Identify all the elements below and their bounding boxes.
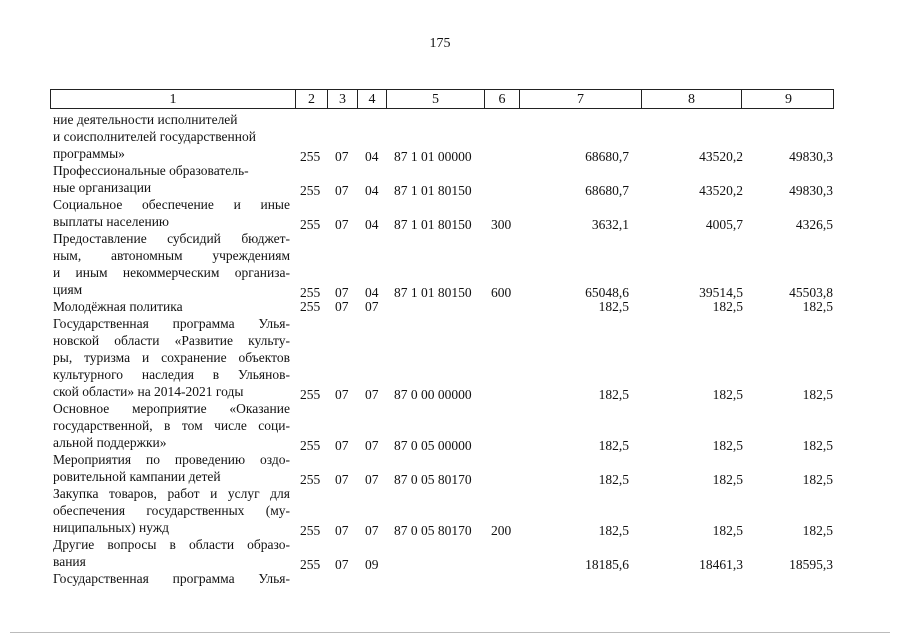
row-description-line: Другие вопросы в области образо- — [53, 537, 290, 552]
table-row — [0, 111, 905, 162]
cell-col-3: 07 — [335, 183, 349, 198]
cell-col-3: 07 — [335, 387, 349, 402]
cell-col-5: 87 1 01 80150 — [394, 183, 472, 198]
row-description-line: Основное мероприятие «Оказание — [53, 401, 290, 416]
page-number: 175 — [429, 36, 451, 51]
cell-col-9: 49830,3 — [789, 149, 833, 164]
header-cell-3: 3 — [327, 90, 357, 108]
cell-col-8: 182,5 — [712, 438, 743, 453]
table-row — [0, 570, 905, 587]
cell-col-9: 18595,3 — [789, 557, 833, 572]
table-header — [50, 89, 834, 109]
row-description-line: ровительной кампании детей — [53, 469, 221, 484]
cell-col-9: 182,5 — [802, 472, 833, 487]
row-description-line: ской области» на 2014-2021 годы — [53, 384, 244, 399]
cell-col-7: 182,5 — [598, 387, 629, 402]
cell-col-7: 18185,6 — [585, 557, 629, 572]
cell-col-6: 600 — [491, 285, 512, 300]
table-row — [0, 230, 905, 298]
cell-col-5: 87 1 01 80150 — [394, 217, 472, 232]
header-cell-2: 2 — [295, 90, 327, 108]
row-description-line: программы» — [53, 146, 125, 161]
cell-col-3: 07 — [335, 299, 349, 314]
cell-col-2: 255 — [300, 285, 321, 300]
row-description-line: ры, туризма и сохранение объектов — [53, 350, 290, 365]
cell-col-7: 3632,1 — [591, 217, 629, 232]
cell-col-4: 04 — [365, 149, 379, 164]
cell-col-9: 182,5 — [802, 523, 833, 538]
header-cell-7: 7 — [519, 90, 641, 108]
cell-col-8: 43520,2 — [699, 149, 743, 164]
cell-col-7: 182,5 — [598, 523, 629, 538]
cell-col-3: 07 — [335, 472, 349, 487]
cell-col-8: 182,5 — [712, 387, 743, 402]
header-cell-5: 5 — [386, 90, 484, 108]
cell-col-8: 182,5 — [712, 299, 743, 314]
row-description-line: ным, автономным учреждениям — [53, 248, 290, 263]
cell-col-9: 45503,8 — [789, 285, 833, 300]
table-row — [0, 485, 905, 536]
row-description-line: ниципальных) нужд — [53, 520, 170, 535]
row-description-line: новской области «Развитие культу- — [53, 333, 290, 348]
cell-col-9: 182,5 — [802, 438, 833, 453]
cell-col-9: 4326,5 — [795, 217, 833, 232]
cell-col-8: 4005,7 — [705, 217, 743, 232]
cell-col-4: 07 — [365, 387, 379, 402]
header-cell-8: 8 — [641, 90, 741, 108]
table-row — [0, 536, 905, 570]
header-cell-6: 6 — [484, 90, 519, 108]
cell-col-5: 87 0 05 80170 — [394, 523, 472, 538]
cell-col-3: 07 — [335, 285, 349, 300]
cell-col-2: 255 — [300, 183, 321, 198]
table-row — [0, 298, 905, 315]
cell-col-5: 87 1 01 80150 — [394, 285, 472, 300]
table-row — [0, 196, 905, 230]
cell-col-7: 68680,7 — [585, 183, 629, 198]
cell-col-4: 04 — [365, 217, 379, 232]
cell-col-8: 182,5 — [712, 472, 743, 487]
row-description-line: Социальное обеспечение и иные — [53, 197, 290, 212]
row-description-line: вания — [53, 554, 86, 569]
cell-col-2: 255 — [300, 438, 321, 453]
row-description-line: государственной, в том числе соци- — [53, 418, 290, 433]
cell-col-9: 182,5 — [802, 299, 833, 314]
row-description-line: циям — [53, 282, 83, 297]
cell-col-3: 07 — [335, 149, 349, 164]
cell-col-4: 04 — [365, 285, 379, 300]
cell-col-8: 18461,3 — [699, 557, 743, 572]
cell-col-8: 39514,5 — [699, 285, 743, 300]
cell-col-4: 07 — [365, 438, 379, 453]
table-row — [0, 400, 905, 451]
row-description-line: Государственная программа Улья- — [53, 571, 290, 586]
row-description-line: выплаты населению — [53, 214, 170, 229]
row-description-line: Предоставление субсидий бюджет- — [53, 231, 290, 246]
table-row — [0, 162, 905, 196]
cell-col-3: 07 — [335, 438, 349, 453]
cell-col-7: 182,5 — [598, 299, 629, 314]
cell-col-4: 07 — [365, 472, 379, 487]
cell-col-2: 255 — [300, 387, 321, 402]
cell-col-4: 04 — [365, 183, 379, 198]
row-description-line: ные организации — [53, 180, 152, 195]
cell-col-5: 87 0 05 80170 — [394, 472, 472, 487]
row-description-line: и соисполнителей государственной — [53, 129, 256, 144]
cell-col-5: 87 0 05 00000 — [394, 438, 472, 453]
cell-col-7: 65048,6 — [585, 285, 629, 300]
cell-col-6: 200 — [491, 523, 512, 538]
row-description-line: альной поддержки» — [53, 435, 167, 450]
cell-col-5: 87 1 01 00000 — [394, 149, 472, 164]
cell-col-7: 182,5 — [598, 472, 629, 487]
cell-col-2: 255 — [300, 523, 321, 538]
cell-col-9: 49830,3 — [789, 183, 833, 198]
row-description-line: Закупка товаров, работ и услуг для — [53, 486, 290, 501]
cell-col-7: 68680,7 — [585, 149, 629, 164]
cell-col-2: 255 — [300, 217, 321, 232]
table-row — [0, 451, 905, 485]
cell-col-4: 09 — [365, 557, 379, 572]
cell-col-9: 182,5 — [802, 387, 833, 402]
cell-col-2: 255 — [300, 557, 321, 572]
row-description-line: обеспечения государственных (му- — [53, 503, 290, 518]
scan-noise — [10, 632, 890, 633]
cell-col-2: 255 — [300, 299, 321, 314]
header-cell-1: 1 — [169, 92, 177, 107]
cell-col-7: 182,5 — [598, 438, 629, 453]
cell-col-3: 07 — [335, 523, 349, 538]
cell-col-5: 87 0 00 00000 — [394, 387, 472, 402]
header-cell-4: 4 — [357, 90, 386, 108]
table-row — [0, 315, 905, 400]
cell-col-2: 255 — [300, 149, 321, 164]
cell-col-3: 07 — [335, 217, 349, 232]
row-description-line: ние деятельности исполнителей — [53, 112, 238, 127]
row-description-line: Молодёжная политика — [53, 299, 183, 314]
cell-col-8: 182,5 — [712, 523, 743, 538]
cell-col-3: 07 — [335, 557, 349, 572]
row-description-line: Мероприятия по проведению оздо- — [53, 452, 290, 467]
header-cell-9: 9 — [741, 90, 835, 108]
cell-col-8: 43520,2 — [699, 183, 743, 198]
cell-col-6: 300 — [491, 217, 512, 232]
row-description-line: и иным некоммерческим организа- — [53, 265, 290, 280]
row-description-line: Профессиональные образователь- — [53, 163, 249, 178]
cell-col-4: 07 — [365, 523, 379, 538]
cell-col-4: 07 — [365, 299, 379, 314]
row-description-line: культурного наследия в Ульянов- — [53, 367, 290, 382]
cell-col-2: 255 — [300, 472, 321, 487]
row-description-line: Государственная программа Улья- — [53, 316, 290, 331]
